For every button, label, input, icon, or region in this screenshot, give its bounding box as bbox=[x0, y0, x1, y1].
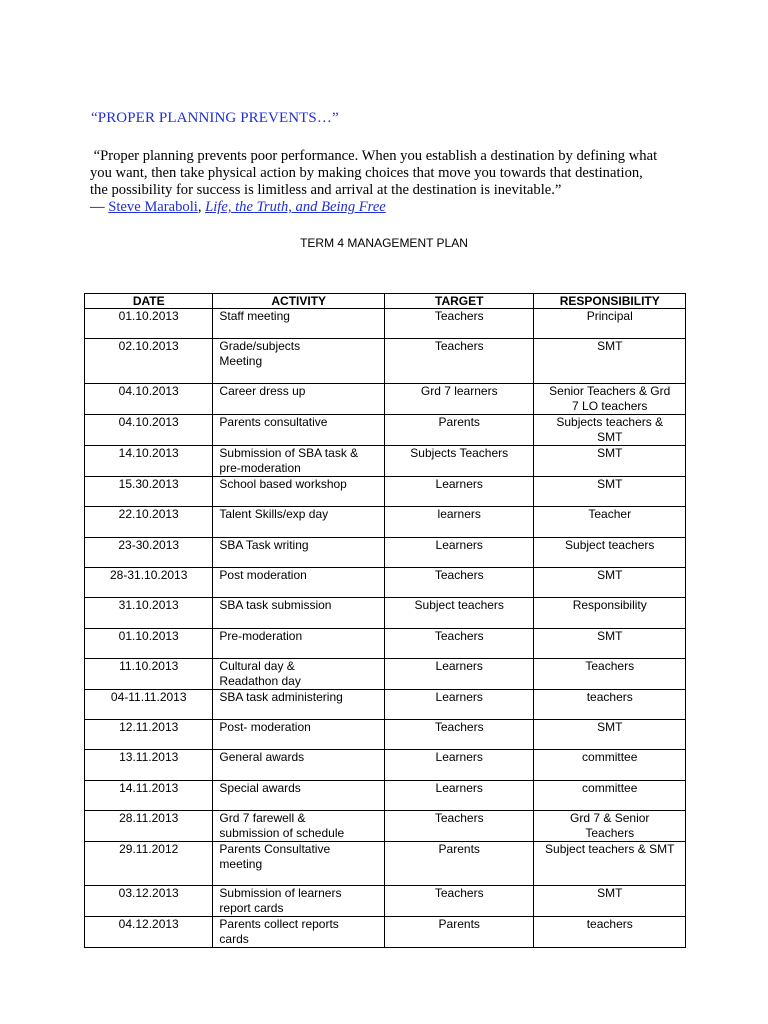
cell-activity bbox=[213, 720, 385, 750]
header-target: TARGET bbox=[384, 294, 533, 309]
cell-date: 03.12.2013 bbox=[85, 886, 213, 917]
cell-responsibility bbox=[534, 415, 686, 446]
cell-responsibility bbox=[534, 339, 686, 384]
cell-date: 14.10.2013 bbox=[85, 446, 213, 477]
header-activity: ACTIVITY bbox=[213, 294, 385, 309]
activity-line: Cultural day & bbox=[219, 659, 295, 673]
cell-target: learners bbox=[384, 507, 533, 538]
responsibility-line: SMT bbox=[597, 339, 623, 353]
responsibility-line: Teacher bbox=[588, 507, 632, 521]
cell-activity bbox=[213, 917, 385, 948]
cell-target: Learners bbox=[384, 659, 533, 690]
cell-date: 29.11.2012 bbox=[85, 842, 213, 886]
table-body bbox=[85, 309, 686, 948]
responsibility-line: Teachers bbox=[585, 659, 635, 673]
cell-responsibility bbox=[534, 507, 686, 538]
responsibility-line: SMT bbox=[597, 629, 623, 643]
activity-line: Parents collect reports bbox=[219, 917, 339, 931]
responsibility-line: Responsibility bbox=[572, 598, 647, 612]
responsibility-line: Teachers bbox=[585, 826, 635, 840]
cell-activity bbox=[213, 750, 385, 781]
cell-responsibility bbox=[534, 446, 686, 477]
table-row bbox=[85, 659, 686, 690]
cell-target: Learners bbox=[384, 538, 533, 568]
activity-line: Talent Skills/exp day bbox=[219, 507, 329, 521]
activity-line: Grd 7 farewell & bbox=[219, 811, 306, 825]
table-row bbox=[85, 720, 686, 750]
table-row bbox=[85, 477, 686, 507]
cell-target: Teachers bbox=[384, 811, 533, 842]
cell-date: 04-11.11.2013 bbox=[85, 690, 213, 720]
responsibility-line: SMT bbox=[597, 446, 623, 460]
activity-line: Staff meeting bbox=[219, 309, 290, 323]
table-row bbox=[85, 842, 686, 886]
cell-target: Learners bbox=[384, 781, 533, 811]
cell-responsibility bbox=[534, 309, 686, 339]
table-row bbox=[85, 629, 686, 659]
cell-date: 12.11.2013 bbox=[85, 720, 213, 750]
cell-responsibility bbox=[534, 690, 686, 720]
activity-line: School based workshop bbox=[219, 477, 347, 491]
cell-responsibility bbox=[534, 659, 686, 690]
cell-target: Subjects Teachers bbox=[384, 446, 533, 477]
responsibility-line: SMT bbox=[597, 568, 623, 582]
cell-activity bbox=[213, 339, 385, 384]
activity-line: SBA task submission bbox=[219, 598, 332, 612]
cell-responsibility bbox=[534, 477, 686, 507]
table-header-row bbox=[85, 294, 686, 309]
cell-date: 11.10.2013 bbox=[85, 659, 213, 690]
attribution-separator: , bbox=[197, 199, 206, 215]
activity-line: Meeting bbox=[219, 354, 263, 368]
cell-activity bbox=[213, 568, 385, 598]
cell-activity bbox=[213, 598, 385, 629]
table-row bbox=[85, 507, 686, 538]
responsibility-line: committee bbox=[582, 781, 638, 795]
quote-line-3: the possibility for success is limitless and arrival at the destination is inevitable.” bbox=[90, 182, 562, 198]
cell-activity bbox=[213, 659, 385, 690]
cell-target: Teachers bbox=[384, 339, 533, 384]
table-row bbox=[85, 339, 686, 384]
table-row bbox=[85, 750, 686, 781]
cell-target: Learners bbox=[384, 477, 533, 507]
cell-responsibility bbox=[534, 811, 686, 842]
activity-line: Submission of SBA task & bbox=[219, 446, 359, 460]
activity-line: Career dress up bbox=[219, 384, 306, 398]
cell-activity bbox=[213, 384, 385, 415]
cell-responsibility bbox=[534, 598, 686, 629]
activity-line: SBA Task writing bbox=[219, 538, 309, 552]
activity-line: meeting bbox=[219, 857, 263, 871]
cell-activity bbox=[213, 811, 385, 842]
cell-date: 31.10.2013 bbox=[85, 598, 213, 629]
activity-line: Post- moderation bbox=[219, 720, 311, 734]
cell-activity bbox=[213, 538, 385, 568]
attribution-dash: ― bbox=[90, 199, 109, 215]
activity-line: Readathon day bbox=[219, 674, 301, 688]
activity-line: Grade/subjects bbox=[219, 339, 301, 353]
book-link[interactable]: Life, the Truth, and Being Free bbox=[205, 199, 386, 215]
cell-date: 15.30.2013 bbox=[85, 477, 213, 507]
header-responsibility: RESPONSIBILITY bbox=[534, 294, 686, 309]
cell-activity bbox=[213, 886, 385, 917]
table-row bbox=[85, 886, 686, 917]
cell-responsibility bbox=[534, 629, 686, 659]
cell-target: Teachers bbox=[384, 720, 533, 750]
table-row bbox=[85, 811, 686, 842]
cell-activity bbox=[213, 690, 385, 720]
cell-date: 22.10.2013 bbox=[85, 507, 213, 538]
table-row bbox=[85, 446, 686, 477]
table-row bbox=[85, 598, 686, 629]
cell-date: 23-30.2013 bbox=[85, 538, 213, 568]
cell-responsibility bbox=[534, 720, 686, 750]
cell-target: Teachers bbox=[384, 886, 533, 917]
activity-line: Special awards bbox=[219, 781, 301, 795]
table-row bbox=[85, 917, 686, 948]
table-row bbox=[85, 538, 686, 568]
cell-target: Teachers bbox=[384, 568, 533, 598]
cell-date: 02.10.2013 bbox=[85, 339, 213, 384]
cell-responsibility bbox=[534, 781, 686, 811]
cell-responsibility bbox=[534, 568, 686, 598]
cell-date: 04.10.2013 bbox=[85, 384, 213, 415]
plan-title: TERM 4 MANAGEMENT PLAN bbox=[300, 236, 468, 250]
cell-responsibility bbox=[534, 384, 686, 415]
responsibility-line: Grd 7 & Senior bbox=[570, 811, 650, 825]
responsibility-line: 7 LO teachers bbox=[572, 399, 648, 413]
header-date: DATE bbox=[85, 294, 213, 309]
table-row bbox=[85, 384, 686, 415]
quote-block bbox=[90, 148, 700, 216]
responsibility-line: SMT bbox=[597, 720, 623, 734]
cell-activity bbox=[213, 415, 385, 446]
cell-date: 13.11.2013 bbox=[85, 750, 213, 781]
activity-line: Submission of learners bbox=[219, 886, 342, 900]
activity-line: Parents Consultative bbox=[219, 842, 331, 856]
cell-responsibility bbox=[534, 886, 686, 917]
cell-target: Subject teachers bbox=[384, 598, 533, 629]
cell-activity bbox=[213, 477, 385, 507]
document-heading: “PROPER PLANNING PREVENTS…” bbox=[91, 110, 339, 126]
responsibility-line: Subject teachers & SMT bbox=[545, 842, 675, 856]
cell-date: 04.10.2013 bbox=[85, 415, 213, 446]
cell-target: Learners bbox=[384, 750, 533, 781]
cell-activity bbox=[213, 842, 385, 886]
cell-date: 28.11.2013 bbox=[85, 811, 213, 842]
activity-line: Parents consultative bbox=[219, 415, 328, 429]
cell-responsibility bbox=[534, 842, 686, 886]
author-link[interactable]: Steve Maraboli bbox=[108, 199, 198, 215]
cell-target: Learners bbox=[384, 690, 533, 720]
table-row bbox=[85, 781, 686, 811]
responsibility-line: Subject teachers bbox=[565, 538, 655, 552]
activity-line: submission of schedule bbox=[219, 826, 345, 840]
cell-date: 14.11.2013 bbox=[85, 781, 213, 811]
cell-responsibility bbox=[534, 750, 686, 781]
management-plan-table bbox=[84, 293, 686, 948]
responsibility-line: Senior Teachers & Grd bbox=[549, 384, 671, 398]
responsibility-line: Subjects teachers & bbox=[556, 415, 664, 429]
cell-activity bbox=[213, 446, 385, 477]
activity-line: cards bbox=[219, 932, 249, 946]
activity-line: SBA task administering bbox=[219, 690, 343, 704]
responsibility-line: SMT bbox=[597, 886, 623, 900]
cell-date: 01.10.2013 bbox=[85, 309, 213, 339]
table-row bbox=[85, 309, 686, 339]
cell-date: 28-31.10.2013 bbox=[85, 568, 213, 598]
responsibility-line: SMT bbox=[597, 477, 623, 491]
responsibility-line: committee bbox=[582, 750, 638, 764]
cell-target: Parents bbox=[384, 842, 533, 886]
activity-line: report cards bbox=[219, 901, 284, 915]
cell-activity bbox=[213, 507, 385, 538]
cell-target: Teachers bbox=[384, 309, 533, 339]
responsibility-line: SMT bbox=[597, 430, 623, 444]
cell-target: Parents bbox=[384, 415, 533, 446]
activity-line: Pre-moderation bbox=[219, 629, 303, 643]
cell-date: 04.12.2013 bbox=[85, 917, 213, 948]
table-row bbox=[85, 690, 686, 720]
cell-activity bbox=[213, 781, 385, 811]
cell-activity bbox=[213, 309, 385, 339]
cell-target: Parents bbox=[384, 917, 533, 948]
table-row bbox=[85, 568, 686, 598]
responsibility-line: Principal bbox=[586, 309, 633, 323]
activity-line: pre-moderation bbox=[219, 461, 301, 475]
quote-line-1: “Proper planning prevents poor performance. When you establish a destination by defining what bbox=[93, 148, 658, 164]
activity-line: Post moderation bbox=[219, 568, 307, 582]
quote-text bbox=[90, 148, 700, 199]
cell-responsibility bbox=[534, 538, 686, 568]
cell-target: Grd 7 learners bbox=[384, 384, 533, 415]
cell-activity bbox=[213, 629, 385, 659]
responsibility-line: teachers bbox=[586, 690, 633, 704]
quote-attribution bbox=[90, 199, 700, 216]
table-row bbox=[85, 415, 686, 446]
cell-target: Teachers bbox=[384, 629, 533, 659]
quote-line-2: you want, then take physical action by making choices that move you towards that destination, bbox=[90, 165, 643, 181]
cell-date: 01.10.2013 bbox=[85, 629, 213, 659]
responsibility-line: teachers bbox=[586, 917, 633, 931]
cell-responsibility bbox=[534, 917, 686, 948]
activity-line: General awards bbox=[219, 750, 305, 764]
